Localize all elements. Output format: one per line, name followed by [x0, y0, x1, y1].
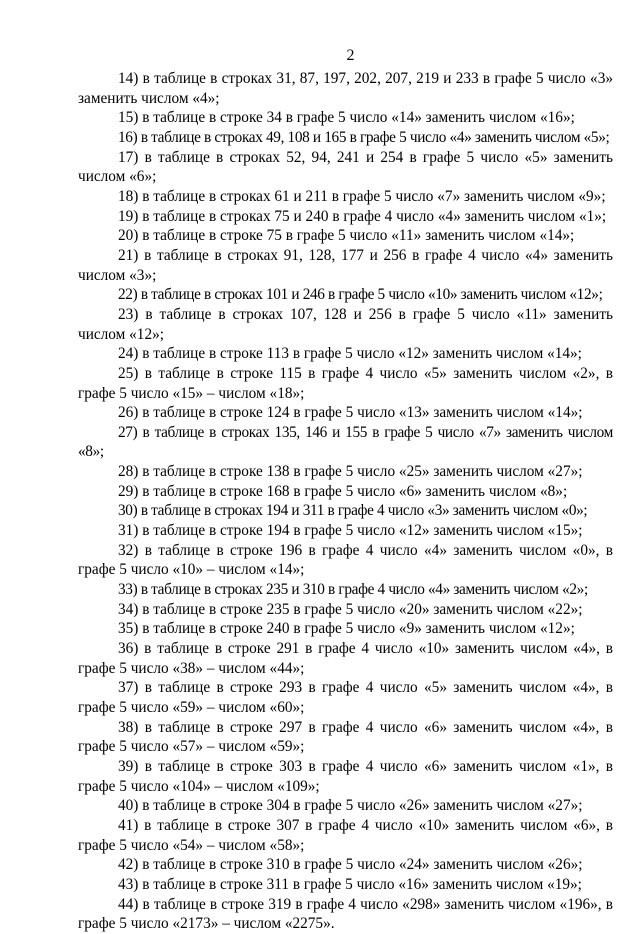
- amendment-item: 35) в таблице в строке 240 в графе 5 число «9» заменить числом «12»;: [118, 620, 575, 638]
- amendment-item: 15) в таблице в строке 34 в графе 5 число «14» заменить числом «16»;: [118, 109, 575, 127]
- amendment-item: 17) в таблице в строках 52, 94, 241 и 254 в графе 5 число «5» заменить числом «6»;: [78, 148, 613, 186]
- amendment-item: 44) в таблице в строке 319 в графе 4 число «298» заменить числом «196», в графе 5 число «2173» – числом «2275».: [78, 895, 613, 933]
- amendment-item: 37) в таблице в строке 293 в графе 4 число «5» заменить числом «4», в графе 5 число «59» – числом «60»;: [78, 679, 613, 716]
- amendment-item: 36) в таблице в строке 291 в графе 4 число «10» заменить числом «4», в графе 5 число «38» – числом «44»;: [78, 640, 613, 677]
- amendment-item: 33) в таблице в строках 235 и 310 в графе 4 число «4» заменить числом «2»;: [118, 581, 588, 599]
- amendment-item: 21) в таблице в строках 91, 128, 177 и 256 в графе 4 число «4» заменить числом «3»;: [78, 246, 613, 284]
- amendment-item: 39) в таблице в строке 303 в графе 4 число «6» заменить числом «1», в графе 5 число «104» – числом «109»;: [78, 757, 613, 795]
- amendment-item: 27) в таблице в строках 135, 146 и 155 в графе 5 число «7» заменить числом «8»;: [78, 423, 613, 461]
- amendment-item: 32) в таблице в строке 196 в графе 4 число «4» заменить числом «0», в графе 5 число «10» – числом «14»;: [78, 541, 613, 579]
- amendment-item: 31) в таблице в строке 194 в графе 5 число «12» заменить числом «15»;: [118, 522, 583, 540]
- amendment-item: 24) в таблице в строке 113 в графе 5 число «12» заменить числом «14»;: [118, 345, 582, 363]
- amendment-item: 34) в таблице в строке 235 в графе 5 число «20» заменить числом «22»;: [118, 600, 583, 618]
- amendment-item: 43) в таблице в строке 311 в графе 5 число «16» заменить числом «19»;: [118, 875, 582, 893]
- amendment-item: 28) в таблице в строке 138 в графе 5 число «25» заменить числом «27»;: [118, 463, 583, 481]
- amendment-item: 40) в таблице в строке 304 в графе 5 число «26» заменить числом «27»;: [118, 797, 583, 815]
- amendment-item: 19) в таблице в строках 75 и 240 в графе 4 число «4» заменить числом «1»;: [118, 207, 607, 225]
- amendment-item: 29) в таблице в строке 168 в графе 5 число «6» заменить числом «8»;: [118, 482, 568, 500]
- document-page: [78, 46, 613, 934]
- amendment-item: 26) в таблице в строке 124 в графе 5 число «13» заменить числом «14»;: [118, 404, 583, 422]
- amendment-item: 18) в таблице в строках 61 и 211 в графе 5 число «7» заменить числом «9»;: [118, 187, 606, 205]
- amendment-item: 30) в таблице в строках 194 и 311 в графе 4 число «3» заменить числом «0»;: [118, 502, 588, 520]
- amendment-item: 42) в таблице в строке 310 в графе 5 число «24» заменить числом «26»;: [118, 856, 583, 874]
- amendment-item: 38) в таблице в строке 297 в графе 4 число «6» заменить числом «4», в графе 5 число «57» – числом «59»;: [78, 718, 613, 756]
- amendment-item: 20) в таблице в строке 75 в графе 5 число «11» заменить числом «14»;: [118, 227, 575, 245]
- amendment-item: 23) в таблице в строках 107, 128 и 256 в графе 5 число «11» заменить числом «12»;: [78, 305, 613, 343]
- page-number: 2: [346, 47, 355, 64]
- amendment-item: 16) в таблице в строках 49, 108 и 165 в графе 5 число «4» заменить числом «5»;: [118, 128, 610, 146]
- amendment-list: [78, 69, 613, 934]
- amendment-item: 14) в таблице в строках 31, 87, 197, 202, 207, 219 и 233 в графе 5 число «3» заменить числом «4»;: [78, 70, 613, 107]
- amendment-item: 41) в таблице в строке 307 в графе 4 число «10» заменить числом «6», в графе 5 число «54» – числом «58»;: [78, 816, 613, 854]
- amendment-item: 25) в таблице в строке 115 в графе 4 число «5» заменить числом «2», в графе 5 число «15» – числом «18»;: [78, 364, 613, 402]
- amendment-item: 22) в таблице в строках 101 и 246 в графе 5 число «10» заменить числом «12»;: [118, 286, 603, 304]
